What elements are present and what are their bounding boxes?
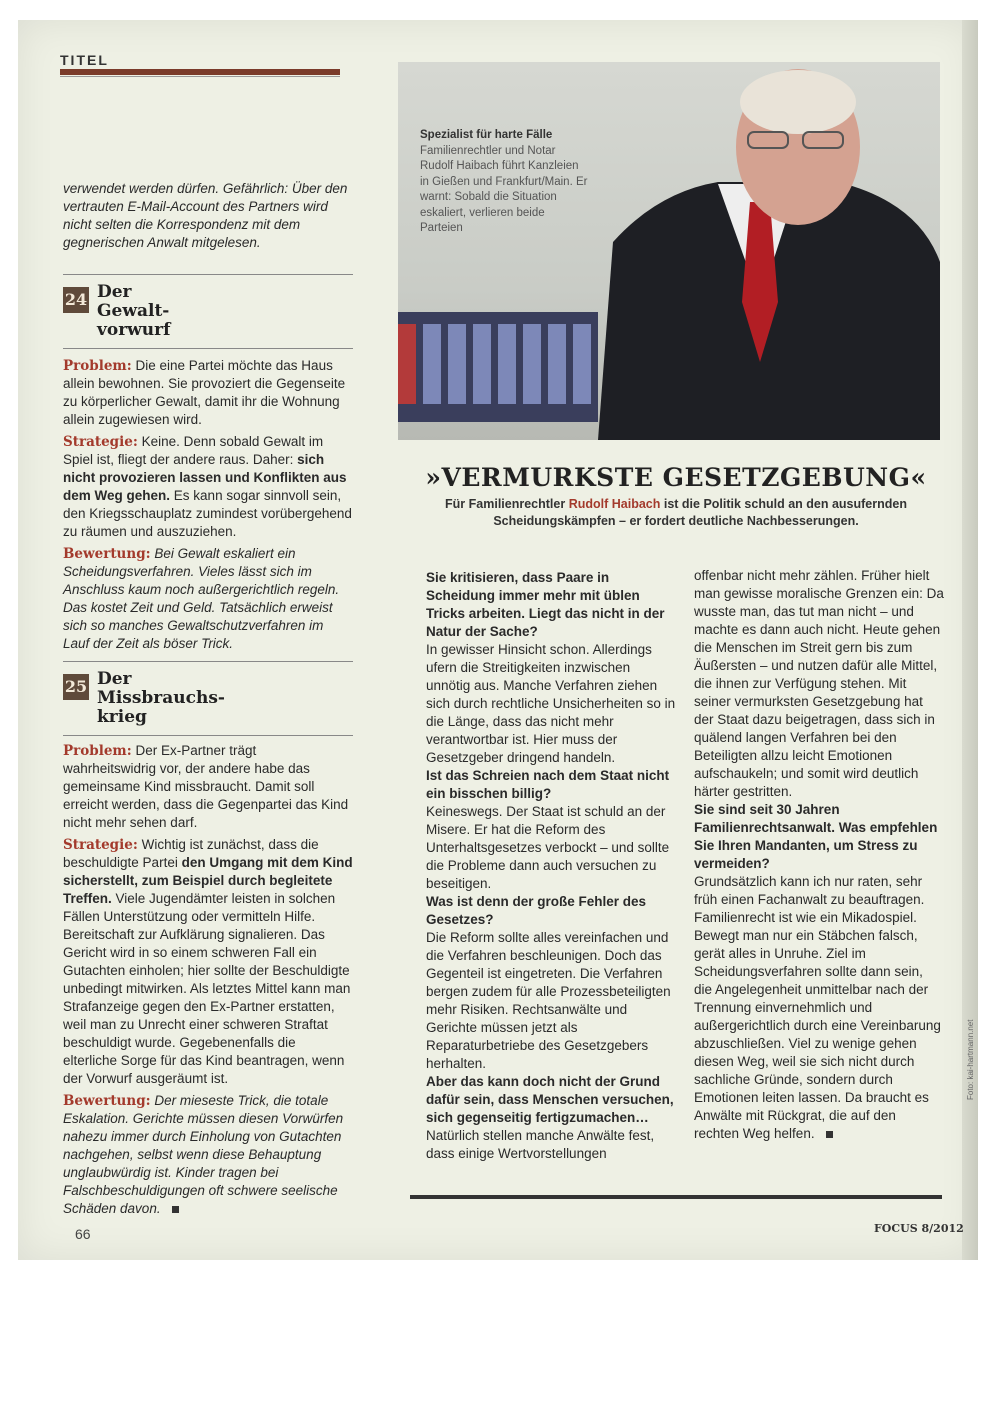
question: Sie sind seit 30 Jahren Familienrechtsanwalt. Was empfehlen Sie Ihren Mandanten, um Stress zu vermeiden? (694, 802, 938, 871)
problem-paragraph (63, 742, 353, 832)
answer: Die Reform sollte alles vereinfachen und die Verfahren beschleunigen. Doch das Gegenteil ist eingetreten. Die Verfahren bergen zudem für alle Prozessbeteiligten mehr Risiken. Rechtsanwälte und Gerichte müssen jetzt als Reparaturbetriebe des Gesetzgebers herhalten. (426, 930, 671, 1071)
strategy-paragraph (63, 433, 353, 541)
strategy-highlight: sich nicht provozieren lassen und Konflikten aus dem Weg gehen. (63, 452, 347, 503)
rating-paragraph (63, 1092, 353, 1218)
interview-box (410, 437, 942, 1199)
end-mark (826, 1131, 833, 1138)
interview-column-1 (426, 569, 676, 1163)
box-title: Der Gewalt-vorwurf (97, 282, 171, 340)
end-mark (172, 1206, 179, 1213)
strategy-highlight: den Umgang mit dem Kind sicherstellt, zum Beispiel durch begleitete Treffen. (63, 855, 353, 906)
answer: In gewisser Hinsicht schon. Allerdings ufern die Streitigkeiten inzwischen unnötig aus. Manche Verfahren ziehen sich durch rechtliche Unsicherheiten so in die Länge, dass das nicht mehr verantwortbar ist. Hier muss der Gesetzgeber dringend handeln. (426, 642, 676, 765)
strategy-text: Keine. Denn sobald Gewalt im Spiel ist, fliegt der andere raus. Daher: (63, 434, 324, 467)
portrait-photo (398, 62, 940, 440)
strategy-paragraph (63, 836, 353, 1088)
rating-paragraph (63, 545, 353, 653)
strategy-label: Strategie: (63, 434, 138, 450)
intro-text: verwendet werden dürfen. Gefährlich: Über den vertrauten E-Mail-Account des Partners wird nicht selten die Korrespondenz mit dem gegnerischen Anwalt mitgelesen. (63, 181, 348, 250)
answer: Natürlich stellen manche Anwälte fest, dass einige Wertvorstellungen (426, 1128, 655, 1161)
caption-text: Familienrechtler und Notar Rudolf Haibach führt Kanzleien in Gießen und Frankfurt/Main. Er warnt: Sobald die Situation eskaliert, verlieren beide Parteien (420, 144, 588, 234)
strategy-text-2: Es kann sogar sinnvoll sein, den Kriegsschauplatz zumindest vorübergehend zu räumen und auszuziehen. (63, 488, 352, 539)
section-label: TITEL (60, 52, 109, 68)
answer: offenbar nicht mehr zählen. Früher hielt man gewisse moralische Grenzen ein: Da wusste man, das tut man nicht – und machte es dann auch nicht. Heute gehen die Menschen im Streit gern bis zum Äußersten – und nutzen dafür alle Mittel, die ihnen zur Verfügung stehen. Mit seiner vermurksten Gesetzgebung hat der Staat dazu beigetragen, dass sich in quälend langen Verfahren bei den Beteiligten allzu leicht Emotionen aufschaukeln; und somit wird deutlich härter gestritten. (694, 568, 944, 799)
box-number: 24 (63, 287, 89, 313)
page-number: 66 (75, 1226, 91, 1242)
box-25-heading (63, 670, 353, 727)
rating-text: Der mieseste Trick, die totale Eskalation. Gerichte müssen diesen Vorwürfen nahezu immer durch Einholung von Gutachten nachgehen, selbst wenn diese Behauptung unglaubwürdig ist. Kinder tragen bei Falschbeschuldigungen oft schwere seelische Schäden davon. (63, 1093, 344, 1216)
answer-text: Grundsätzlich kann ich nur raten, sehr früh einen Fachanwalt zu beauftragen. Familienrecht ist wie ein Mikadospiel. Bewegt man nur ein Stäbchen falsch, gerät alles in Unruhe. Ziel im Scheidungsverfahren sollte dann sein, die Angelegenheit unmittelbar nach der Trennung einvernehmlich und außergerichtlich durch eine Vereinbarung abzuschließen. Viel zu wenige gehen diesen Weg, weil sie sich nicht durch sachliche Gründe, sondern durch Emotionen leiten lassen. Da braucht es Anwälte mit Rückgrat, die auf den rechten Weg helfen. (694, 874, 941, 1141)
box-title: Der Missbrauchs-krieg (97, 669, 225, 727)
question: Was ist denn der große Fehler des Gesetzes? (426, 894, 647, 927)
interview-subhead (420, 496, 932, 530)
rating-label: Bewertung: (63, 546, 151, 562)
answer (694, 873, 944, 1143)
problem-paragraph (63, 357, 353, 429)
problem-label: Problem: (63, 358, 132, 374)
section-rule (60, 69, 340, 75)
question: Aber das kann doch nicht der Grund dafür sein, dass Menschen versuchen, sich gegenseitig fertigzumachen… (426, 1074, 674, 1125)
problem-text: Der Ex-Partner trägt wahrheitswidrig vor, der andere habe das gemeinsame Kind missbraucht. Damit soll erreicht werden, dass die Gegenpartei das Kind nicht mehr sehen darf. (63, 743, 349, 830)
left-column (63, 180, 353, 1222)
answer: Keineswegs. Der Staat ist schuld an der Misere. Er hat die Reform des Unterhaltsgesetzes verbockt – und sollte die Probleme dann auch versuchen zu beseitigen. (426, 804, 670, 891)
photo-caption (420, 128, 590, 237)
rating-label: Bewertung: (63, 1093, 151, 1109)
divider (63, 348, 353, 349)
strategy-text: Wichtig ist zunächst, dass die beschuldigte Partei (63, 837, 319, 870)
question: Ist das Schreien nach dem Staat nicht ein bisschen billig? (426, 768, 670, 801)
question: Sie kritisieren, dass Paare in Scheidung immer mehr mit üblen Tricks arbeiten. Liegt das nicht in der Natur der Sache? (426, 570, 665, 639)
problem-text: Die eine Partei möchte das Haus allein bewohnen. Sie provoziert die Gegenseite zu körperlicher Gewalt, damit ihr die Wohnung allein zugewiesen wird. (63, 358, 346, 427)
interview-column-2 (694, 567, 944, 1143)
box-24-heading (63, 283, 353, 340)
subhead-text-2: ist die Politik schuld an den ausufernden Scheidungskämpfen – er fordert deutliche Nachbesserungen. (493, 497, 907, 528)
strategy-text-2: Viele Jugendämter leisten in solchen Fällen Unterstützung oder vermitteln Hilfe. Bereitschaft zur Aufklärung signalieren. Das Gericht wird in so einem schweren Fall ein Gutachten einholen; hier sollte der Beschuldigte unbedingt mitwirken. Als letztes Mittel kann man Strafanzeige gegen den Ex-Partner erstatten, weil man zu Unrecht einer schweren Straftat beschuldigt wurde. Gegebenenfalls die elterliche Sorge für das Kind beantragen, wenn der Vorwurf ausgeräumt ist. (63, 891, 351, 1086)
problem-label: Problem: (63, 743, 132, 759)
strategy-label: Strategie: (63, 837, 138, 853)
caption-title: Spezialist für harte Fälle (420, 129, 553, 141)
magazine-issue: FOCUS 8/2012 (874, 1222, 964, 1235)
portrait-illustration (398, 62, 940, 440)
photo-credit: Foto: kai-hartmann.net (966, 1019, 975, 1100)
interview-headline: »VERMURKSTE GESETZGEBUNG« (425, 463, 927, 492)
box-number: 25 (63, 674, 89, 700)
subhead-text: Für Familienrechtler (445, 497, 566, 511)
divider (63, 735, 353, 736)
divider (63, 661, 353, 662)
divider (63, 274, 353, 275)
section-rule-thin (60, 76, 340, 77)
rating-text: Bei Gewalt eskaliert ein Scheidungsverfahren. Vieles lässt sich im Anschluss kaum noch außergerichtlich regeln. Das kostet Zeit und Geld. Tatsächlich erweist sich so manches Gewaltschutzverfahren im Lauf der Zeit als böser Trick. (63, 546, 340, 651)
interviewee-name: Rudolf Haibach (568, 497, 661, 511)
